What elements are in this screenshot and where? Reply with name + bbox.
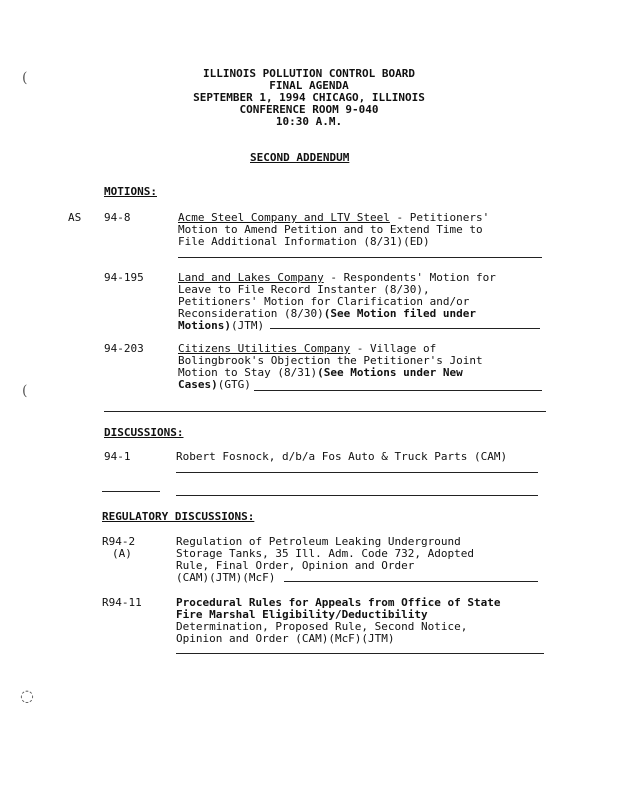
motion-line: File Additional Information (8/31)(ED): [178, 235, 430, 248]
motion-line: Leave to File Record Instanter (8/30),: [178, 283, 430, 296]
signature-line: [284, 581, 538, 582]
motion-marker: AS: [68, 211, 82, 224]
regulatory-line: Determination, Proposed Rule, Second Notice,: [176, 620, 468, 633]
motion-line: Reconsideration (8/30)(See Motion filed under: [178, 307, 477, 320]
regulatory-line: Storage Tanks, 35 Ill. Adm. Code 732, Adopted: [176, 547, 475, 560]
motion-line: Petitioners' Motion for Clarification and/or: [178, 295, 470, 308]
regulatory-line: Opinion and Order (CAM)(McF)(JTM): [176, 632, 395, 645]
motion-line: Cases)(GTG): [178, 378, 251, 391]
discussion-number: 94-1: [104, 450, 131, 463]
case-name: Land and Lakes Company: [178, 271, 324, 284]
motions-heading: MOTIONS:: [104, 185, 157, 198]
section-divider-short: [102, 491, 160, 492]
motion-line: Motion to Stay (8/31)(See Motions under New: [178, 366, 463, 379]
regulatory-line: Fire Marshal Eligibility/Deductibility: [176, 608, 428, 621]
scan-mark-bottom: ◌: [20, 686, 34, 705]
signature-line: [178, 257, 542, 258]
addendum-title: SECOND ADDENDUM: [250, 151, 350, 164]
motion-number: 94-195: [104, 271, 144, 284]
regulatory-heading: REGULATORY DISCUSSIONS:: [102, 510, 255, 523]
signature-line: [254, 390, 542, 391]
motion-line: Motion to Amend Petition and to Extend Time to: [178, 223, 483, 236]
header-room: CONFERENCE ROOM 9-040: [239, 103, 379, 116]
discussion-entry: Robert Fosnock, d/b/a Fos Auto & Truck Parts (CAM): [176, 450, 508, 463]
regulatory-subpart: (A): [112, 547, 132, 560]
motion-entry: Land and Lakes Company - Respondents' Motion for: [178, 271, 496, 284]
signature-line: [176, 653, 544, 654]
scan-mark-top: (: [22, 70, 28, 86]
motion-entry: Acme Steel Company and LTV Steel - Petitioners': [178, 211, 490, 224]
motion-number: 94-8: [104, 211, 131, 224]
header-time: 10:30 A.M.: [275, 115, 343, 128]
case-name: Citizens Utilities Company: [178, 342, 351, 355]
regulatory-line: (CAM)(JTM)(McF): [176, 571, 276, 584]
signature-line: [176, 472, 538, 473]
motion-line: Motions)(JTM): [178, 319, 265, 332]
regulatory-line: Procedural Rules for Appeals from Office of State: [176, 596, 501, 609]
regulatory-number: R94-2: [102, 535, 136, 548]
motion-number: 94-203: [104, 342, 144, 355]
regulatory-number: R94-11: [102, 596, 142, 609]
section-divider: [104, 411, 546, 412]
motion-entry: Citizens Utilities Company - Village of: [178, 342, 437, 355]
header-board-name: ILLINOIS POLLUTION CONTROL BOARD: [203, 67, 415, 80]
discussions-heading: DISCUSSIONS:: [104, 426, 184, 439]
scan-mark-middle: (: [22, 383, 28, 399]
section-divider: [176, 495, 538, 496]
header-agenda-type: FINAL AGENDA: [269, 79, 349, 92]
case-name: Acme Steel Company and LTV Steel: [178, 211, 390, 224]
regulatory-line: Rule, Final Order, Opinion and Order: [176, 559, 415, 572]
motion-line: Bolingbrook's Objection the Petitioner's Joint: [178, 354, 483, 367]
regulatory-line: Regulation of Petroleum Leaking Underground: [176, 535, 461, 548]
signature-line: [270, 328, 540, 329]
header-date-location: SEPTEMBER 1, 1994 CHICAGO, ILLINOIS: [193, 91, 425, 104]
